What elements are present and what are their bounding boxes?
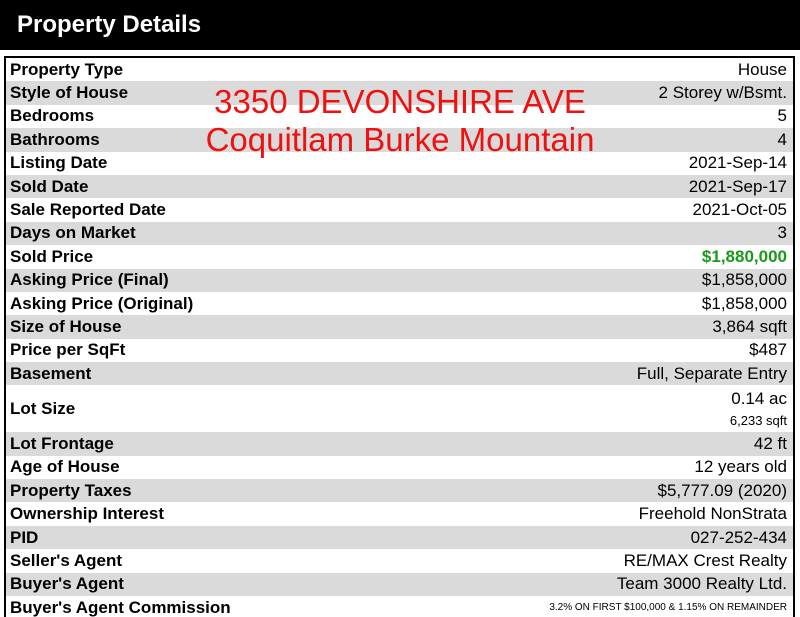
row-bedrooms (6, 105, 793, 128)
row-asking-price-final (6, 269, 793, 292)
sold-price-value: $1,880,000 (701, 246, 787, 266)
row-value: 3,864 sqft (712, 316, 787, 336)
row-value: $1,858,000 (701, 293, 787, 313)
row-label: Asking Price (Final) (10, 270, 169, 290)
row-value: Freehold NonStrata (638, 504, 787, 524)
row-value: $5,777.09 (2020) (657, 480, 787, 500)
row-label: Asking Price (Original) (10, 293, 194, 313)
row-label: Seller's Agent (10, 550, 123, 570)
panel-title: Property Details (17, 11, 202, 38)
lot-size-values (730, 389, 787, 428)
row-value: 2021-Sep-14 (688, 153, 787, 173)
row-listing-date (6, 152, 793, 175)
row-value: 027-252-434 (690, 527, 787, 547)
row-label: Style of House (10, 83, 129, 103)
row-property-type (6, 58, 793, 81)
row-value: 4 (777, 129, 787, 149)
row-value: 5 (777, 106, 787, 126)
area-overlay: Coquitlam Burke Mountain (205, 121, 595, 158)
row-label: Bathrooms (10, 129, 100, 149)
address-overlay: 3350 DEVONSHIRE AVE (214, 83, 586, 120)
row-value: Full, Separate Entry (636, 363, 787, 383)
row-label: Lot Frontage (10, 433, 114, 453)
row-value: 2021-Sep-17 (688, 176, 787, 196)
row-buyers-agent (6, 573, 793, 596)
row-value: 42 ft (753, 433, 787, 453)
row-label: Age of House (10, 457, 120, 477)
row-basement (6, 362, 793, 385)
row-ownership-interest (6, 502, 793, 525)
row-label: Listing Date (10, 153, 108, 173)
row-value: RE/MAX Crest Realty (623, 550, 787, 570)
row-sold-price (6, 245, 793, 268)
row-label: Property Taxes (10, 480, 132, 500)
row-bathrooms (6, 128, 793, 151)
row-label: Sale Reported Date (10, 200, 166, 220)
row-value: 2021-Oct-05 (692, 200, 787, 220)
lot-size-sqft: 6,233 sqft (729, 413, 787, 429)
row-label: Size of House (10, 316, 122, 336)
row-value: House (737, 59, 787, 79)
row-value: 12 years old (694, 457, 787, 477)
row-label: Lot Size (10, 398, 76, 418)
lot-size-acres: 0.14 ac (731, 389, 787, 409)
panel-header (0, 0, 800, 50)
row-label: Buyer's Agent (10, 574, 124, 594)
row-label: Basement (10, 363, 92, 383)
row-label: Ownership Interest (10, 504, 164, 524)
row-label: Price per SqFt (10, 340, 126, 360)
row-label: Sold Date (10, 176, 89, 196)
row-label: PID (10, 527, 39, 547)
row-value: 3 (777, 223, 787, 243)
row-label: Bedrooms (10, 106, 95, 126)
row-sellers-agent (6, 549, 793, 572)
row-lot-size (6, 385, 793, 432)
row-label: Buyer's Agent Commission (10, 597, 231, 617)
row-size-of-house (6, 315, 793, 338)
row-sold-date (6, 175, 793, 198)
row-days-on-market (6, 222, 793, 245)
row-value: Team 3000 Realty Ltd. (616, 574, 787, 594)
row-property-taxes (6, 479, 793, 502)
row-value: $487 (749, 340, 787, 360)
row-value: 2 Storey w/Bsmt. (658, 83, 787, 103)
property-details-table (4, 56, 795, 617)
row-value: 3.2% ON FIRST $100,000 & 1.15% ON REMAINDER (549, 602, 787, 614)
row-pid (6, 526, 793, 549)
row-asking-price-original (6, 292, 793, 315)
row-age-of-house (6, 456, 793, 479)
row-value: $1,858,000 (701, 270, 787, 290)
row-price-per-sqft (6, 339, 793, 362)
row-sale-reported-date (6, 198, 793, 221)
row-label: Sold Price (10, 246, 94, 266)
row-lot-frontage (6, 432, 793, 455)
row-buyers-agent-commission (6, 596, 793, 617)
row-label: Days on Market (10, 223, 136, 243)
row-style-of-house (6, 81, 793, 104)
row-label: Property Type (10, 59, 124, 79)
